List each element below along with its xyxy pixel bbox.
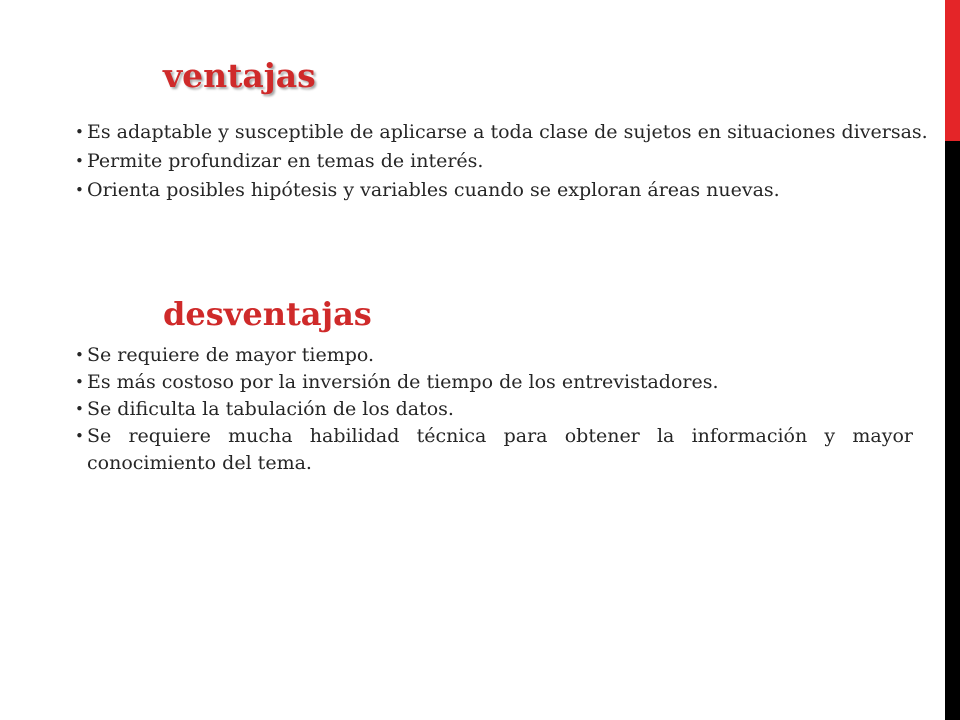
list-item-text: Permite profundizar en temas de interés. [87,150,484,172]
desventajas-list [75,342,913,477]
list-item-text: Se requiere de mayor tiempo. [87,344,375,366]
list-item-text: Es más costoso por la inversión de tiempo de los entrevistadores. [87,371,719,393]
list-item [75,176,935,205]
list-item-text: Orienta posibles hipótesis y variables cuando se exploran áreas nuevas. [87,179,780,201]
bullet-icon: • [75,400,84,418]
bullet-icon: • [75,181,84,199]
list-item [75,147,935,176]
bullet-icon: • [75,373,84,391]
list-item [75,423,913,477]
list-item-text: Se requiere mucha habilidad técnica para obtener la información y mayor conocimiento del tema. [87,425,913,474]
list-item-text: Es adaptable y susceptible de aplicarse a toda clase de sujetos en situaciones diversas. [87,121,928,143]
list-item [75,342,913,369]
bullet-icon: • [75,123,84,141]
desventajas-heading: desventajas [163,295,372,333]
list-item [75,396,913,423]
bullet-icon: • [75,346,84,364]
ventajas-heading: ventajas [163,56,316,95]
list-item-text: Se dificulta la tabulación de los datos. [87,398,454,420]
side-accent-bar-red [945,0,960,141]
ventajas-list [75,118,935,205]
bullet-icon: • [75,152,84,170]
list-item [75,118,935,147]
list-item [75,369,913,396]
side-accent-bar-black [945,141,960,720]
bullet-icon: • [75,427,84,445]
